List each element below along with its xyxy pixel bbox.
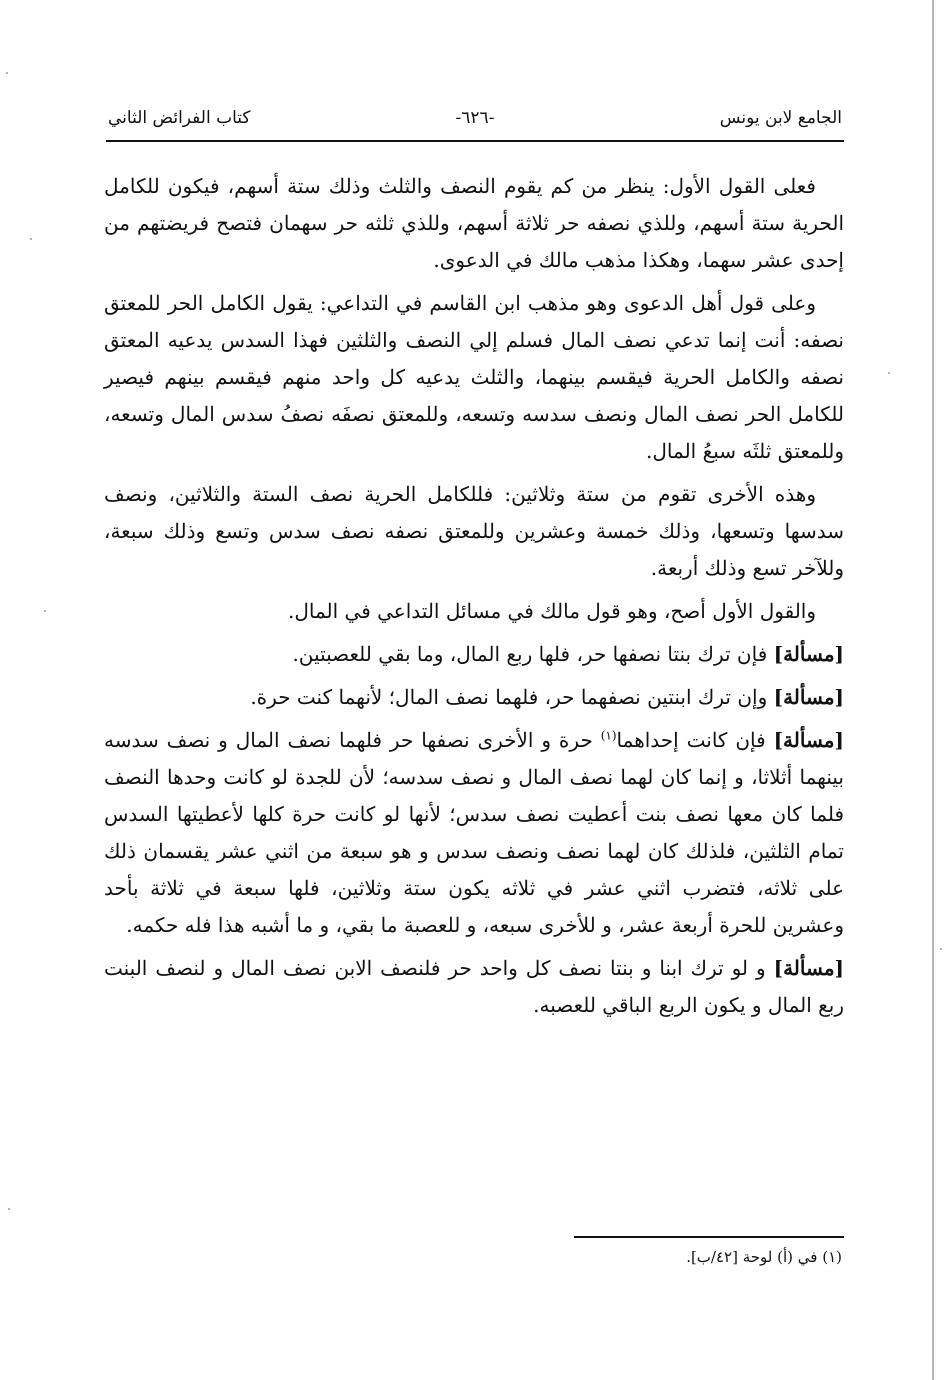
masala-text: وإن ترك ابنتين نصفهما حر، فلهما نصف المال؛ لأنهما كنت حرة. bbox=[250, 685, 774, 709]
masala-label: [مسألة] bbox=[773, 728, 844, 752]
paragraph: وهذه الأخرى تقوم من ستة وثلاثين: فللكامل الحرية نصف الستة والثلاثين، ونصف سدسها وتسعها، وذلك خمسة وعشرين وللمعتق نصفه نصف سدس وتسع وذلك سبعة، وللآخر تسع وذلك أربعة. bbox=[104, 482, 844, 580]
running-header bbox=[108, 108, 842, 136]
masala-text: فإن كانت إحداهما bbox=[616, 728, 774, 752]
masala-text: حرة و الأخرى نصفها حر فلهما نصف المال و نصف سدسه بينهما أثلاثا، و إنما كان لهما نصف المال و نصف سدسه؛ لأن للجدة لو كانت وحدها النصف فلما كان معها نصف بنت أعطيت نصف سدس؛ لأنها لو كانت حرة كلها لأعطيتها السدس تمام الثلثين، فلذلك كان لهما نصف ونصف سدس و هو سبعة من اثني عشر يقسمان ذلك على ثلاثه، فتضرب اثني عشر في ثلاثه يكون ستة وثلاثين، فلها سبعة في ثلاثة بأحد وعشرين للحرة أربعة عشر، و للأخرى سبعه، و للعصبة ما بقي، و ما أشبه هذا فله حكمه. bbox=[104, 728, 844, 937]
masala-label: [مسألة] bbox=[773, 685, 844, 709]
header-rule bbox=[106, 140, 844, 142]
footnote-reference: (١) bbox=[600, 728, 617, 743]
masala-paragraph bbox=[104, 636, 844, 673]
masala-paragraph bbox=[104, 950, 844, 1024]
page-number: -٦٢٦- bbox=[455, 108, 495, 128]
scan-edge-line bbox=[932, 0, 934, 1380]
masala-text: و لو ترك ابنا و بنتا نصف كل واحد حر فلنصف الابن نصف المال و لنصف البنت ربع المال و يكون الربع الباقي للعصبه. bbox=[104, 956, 844, 1017]
masala-text: فإن ترك بنتا نصفها حر، فلها ربع المال، وما بقي للعصبتين. bbox=[292, 642, 774, 666]
scan-speck bbox=[6, 72, 8, 74]
paragraph: فعلى القول الأول: ينظر من كم يقوم النصف والثلث وذلك ستة أسهم، فيكون للكامل الحرية ستة أسهم، وللذي نصفه حر ثلاثة أسهم، وللذي ثلثه حر سهمان فتصح فريضتهم من إحدى عشر سهما، وهكذا مذهب مالك في الدعوى. bbox=[104, 174, 844, 272]
scan-speck bbox=[8, 1208, 10, 1210]
masala-label: [مسألة] bbox=[773, 956, 844, 980]
scan-speck bbox=[888, 372, 890, 374]
masala-label: [مسألة] bbox=[773, 642, 844, 666]
main-text bbox=[104, 168, 844, 1030]
masala-paragraph bbox=[104, 722, 844, 944]
scan-speck bbox=[940, 948, 942, 950]
masala-paragraph bbox=[104, 679, 844, 716]
paragraph: والقول الأول أصح، وهو قول مالك في مسائل التداعي في المال. bbox=[288, 599, 816, 623]
chapter-title: كتاب الفرائض الثاني bbox=[108, 108, 251, 128]
paragraph: وعلى قول أهل الدعوى وهو مذهب ابن القاسم في التداعي: يقول الكامل الحر للمعتق نصفه: أنت إنما تدعي نصف المال فسلم إلي النصف والثلثين فهذا السدس يدعيه المعتق نصفه والكامل الحرية فيقسم بينهما، والثلث يدعيه كل واحد منهم فيقسم بينهم فيصير للكامل الحر نصف المال ونصف سدسه وتسعه، وللمعتق نصفَه نصفُ سدس المال وتسعه، وللمعتق ثلثَه سبعُ المال. bbox=[104, 291, 844, 463]
footnote-rule bbox=[574, 1236, 844, 1238]
book-title: الجامع لابن يونس bbox=[719, 108, 842, 128]
scan-speck bbox=[44, 610, 46, 612]
footnote: (١) في (أ) لوحة [٤٢/ب]. bbox=[686, 1248, 842, 1266]
scan-speck bbox=[30, 238, 32, 240]
